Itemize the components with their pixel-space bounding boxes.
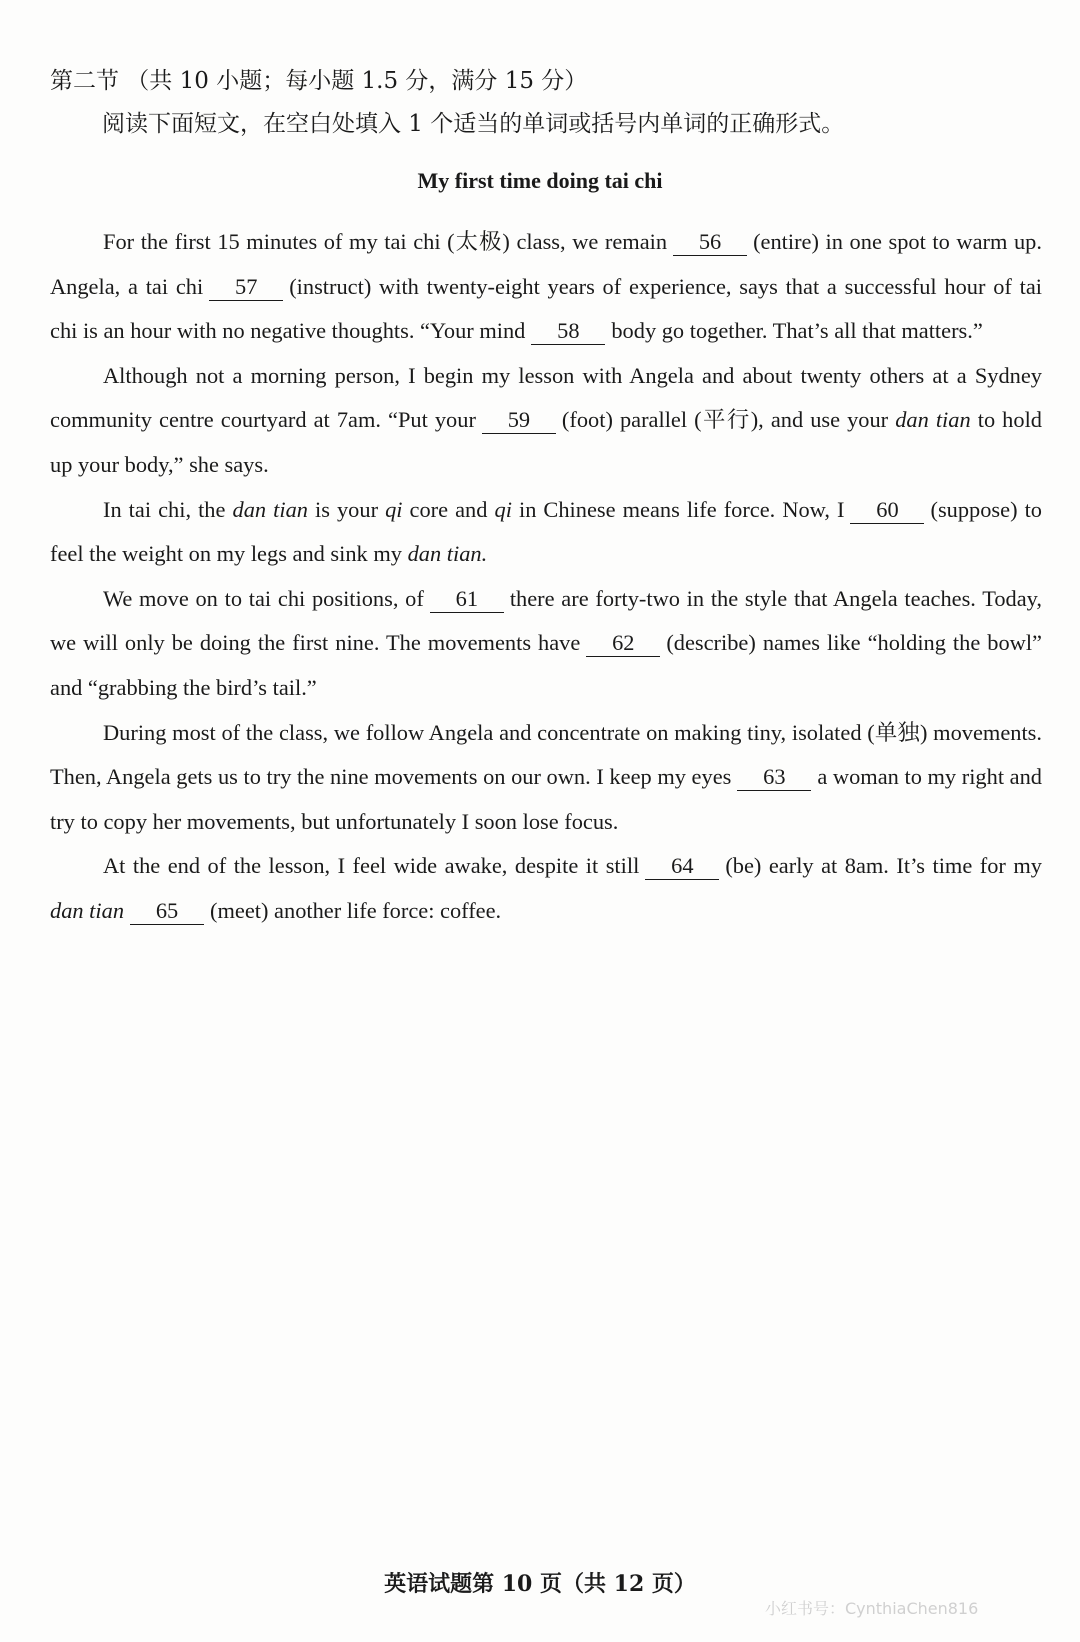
italic-term: dan tian (50, 897, 125, 923)
section-heading: 第二节 （共 10 小题；每小题 1.5 分，满分 15 分） (50, 68, 588, 94)
blank-64[interactable]: 64 (645, 853, 719, 880)
text-run: is your (315, 496, 379, 522)
passage-title: My first time doing tai chi (417, 168, 663, 193)
page-footer: 英语试题第 10 页（共 12 页） (384, 1571, 696, 1597)
paragraph-3 (50, 488, 1042, 577)
paragraph-5 (50, 711, 1042, 845)
italic-term: qi (385, 496, 403, 522)
text-run: (instruct) with twenty-eight years of experience, says that a successful hour of tai chi is an hour with no negative thoughts. “Your mind (50, 273, 1042, 344)
text-run: (entire) in one spot to warm up. Angela, a tai chi (50, 229, 1042, 299)
blank-59[interactable]: 59 (482, 407, 556, 434)
blank-61[interactable]: 61 (430, 586, 504, 613)
paragraph-2 (50, 354, 1042, 488)
text-run: a woman to my right and try to copy her movements, but unfortunately I soon lose focus. (50, 764, 1042, 834)
text-run: In tai chi, the (103, 496, 226, 522)
blank-62[interactable]: 62 (586, 630, 660, 657)
text-run: (meet) another life force: coffee. (210, 897, 502, 923)
instruction-text: 阅读下面短文，在空白处填入 1 个适当的单词或括号内单词的正确形式。 (102, 111, 845, 137)
text-run: in Chinese means life force. Now, I (518, 496, 845, 522)
text-run: (be) early at 8am. It’s time for my (725, 853, 1042, 879)
text-run: there are forty-two in the style that Angela teaches. Today, we will only be doing the first nine. The movements have (50, 585, 1042, 656)
blank-60[interactable]: 60 (850, 497, 924, 524)
blank-58[interactable]: 58 (531, 318, 605, 345)
text-run: We move on to tai chi positions, of (103, 585, 424, 611)
text-run: (suppose) to feel the weight on my legs and sink my (50, 496, 1042, 567)
text-run: During most of the class, we follow Angela and concentrate on making tiny, isolated (单独) movements. Then, Angela gets us to try the nine movements on our own. I keep my eyes (50, 719, 1042, 790)
paragraph-4 (50, 577, 1042, 711)
text-run: core and (409, 496, 488, 522)
italic-term: qi (494, 496, 512, 522)
italic-term: dan tian. (407, 541, 488, 567)
paragraph-6 (50, 844, 1042, 933)
paragraph-1 (50, 220, 1042, 354)
passage (50, 220, 1042, 934)
blank-57[interactable]: 57 (209, 274, 283, 301)
text-run: body go together. That’s all that matters.” (611, 318, 983, 344)
text-run: At the end of the lesson, I feel wide awake, despite it still (103, 853, 640, 879)
text-run: (describe) names like “holding the bowl” and “grabbing the bird’s tail.” (50, 630, 1042, 700)
blank-63[interactable]: 63 (737, 764, 811, 791)
blank-56[interactable]: 56 (673, 229, 747, 256)
watermark: 小红书号：CynthiaChen816 (765, 1599, 979, 1618)
text-run: to hold up your body,” she says. (50, 407, 1042, 477)
text-run: Although not a morning person, I begin my lesson with Angela and about twenty others at a Sydney community centre courtyard at 7am. “Put your (50, 362, 1042, 433)
italic-term: dan tian (232, 496, 308, 522)
italic-term: dan tian (895, 407, 971, 433)
blank-65[interactable]: 65 (130, 898, 204, 925)
text-run: For the first 15 minutes of my tai chi (太极) class, we remain (103, 229, 668, 254)
text-run: (foot) parallel (平行), and use your (561, 407, 889, 433)
